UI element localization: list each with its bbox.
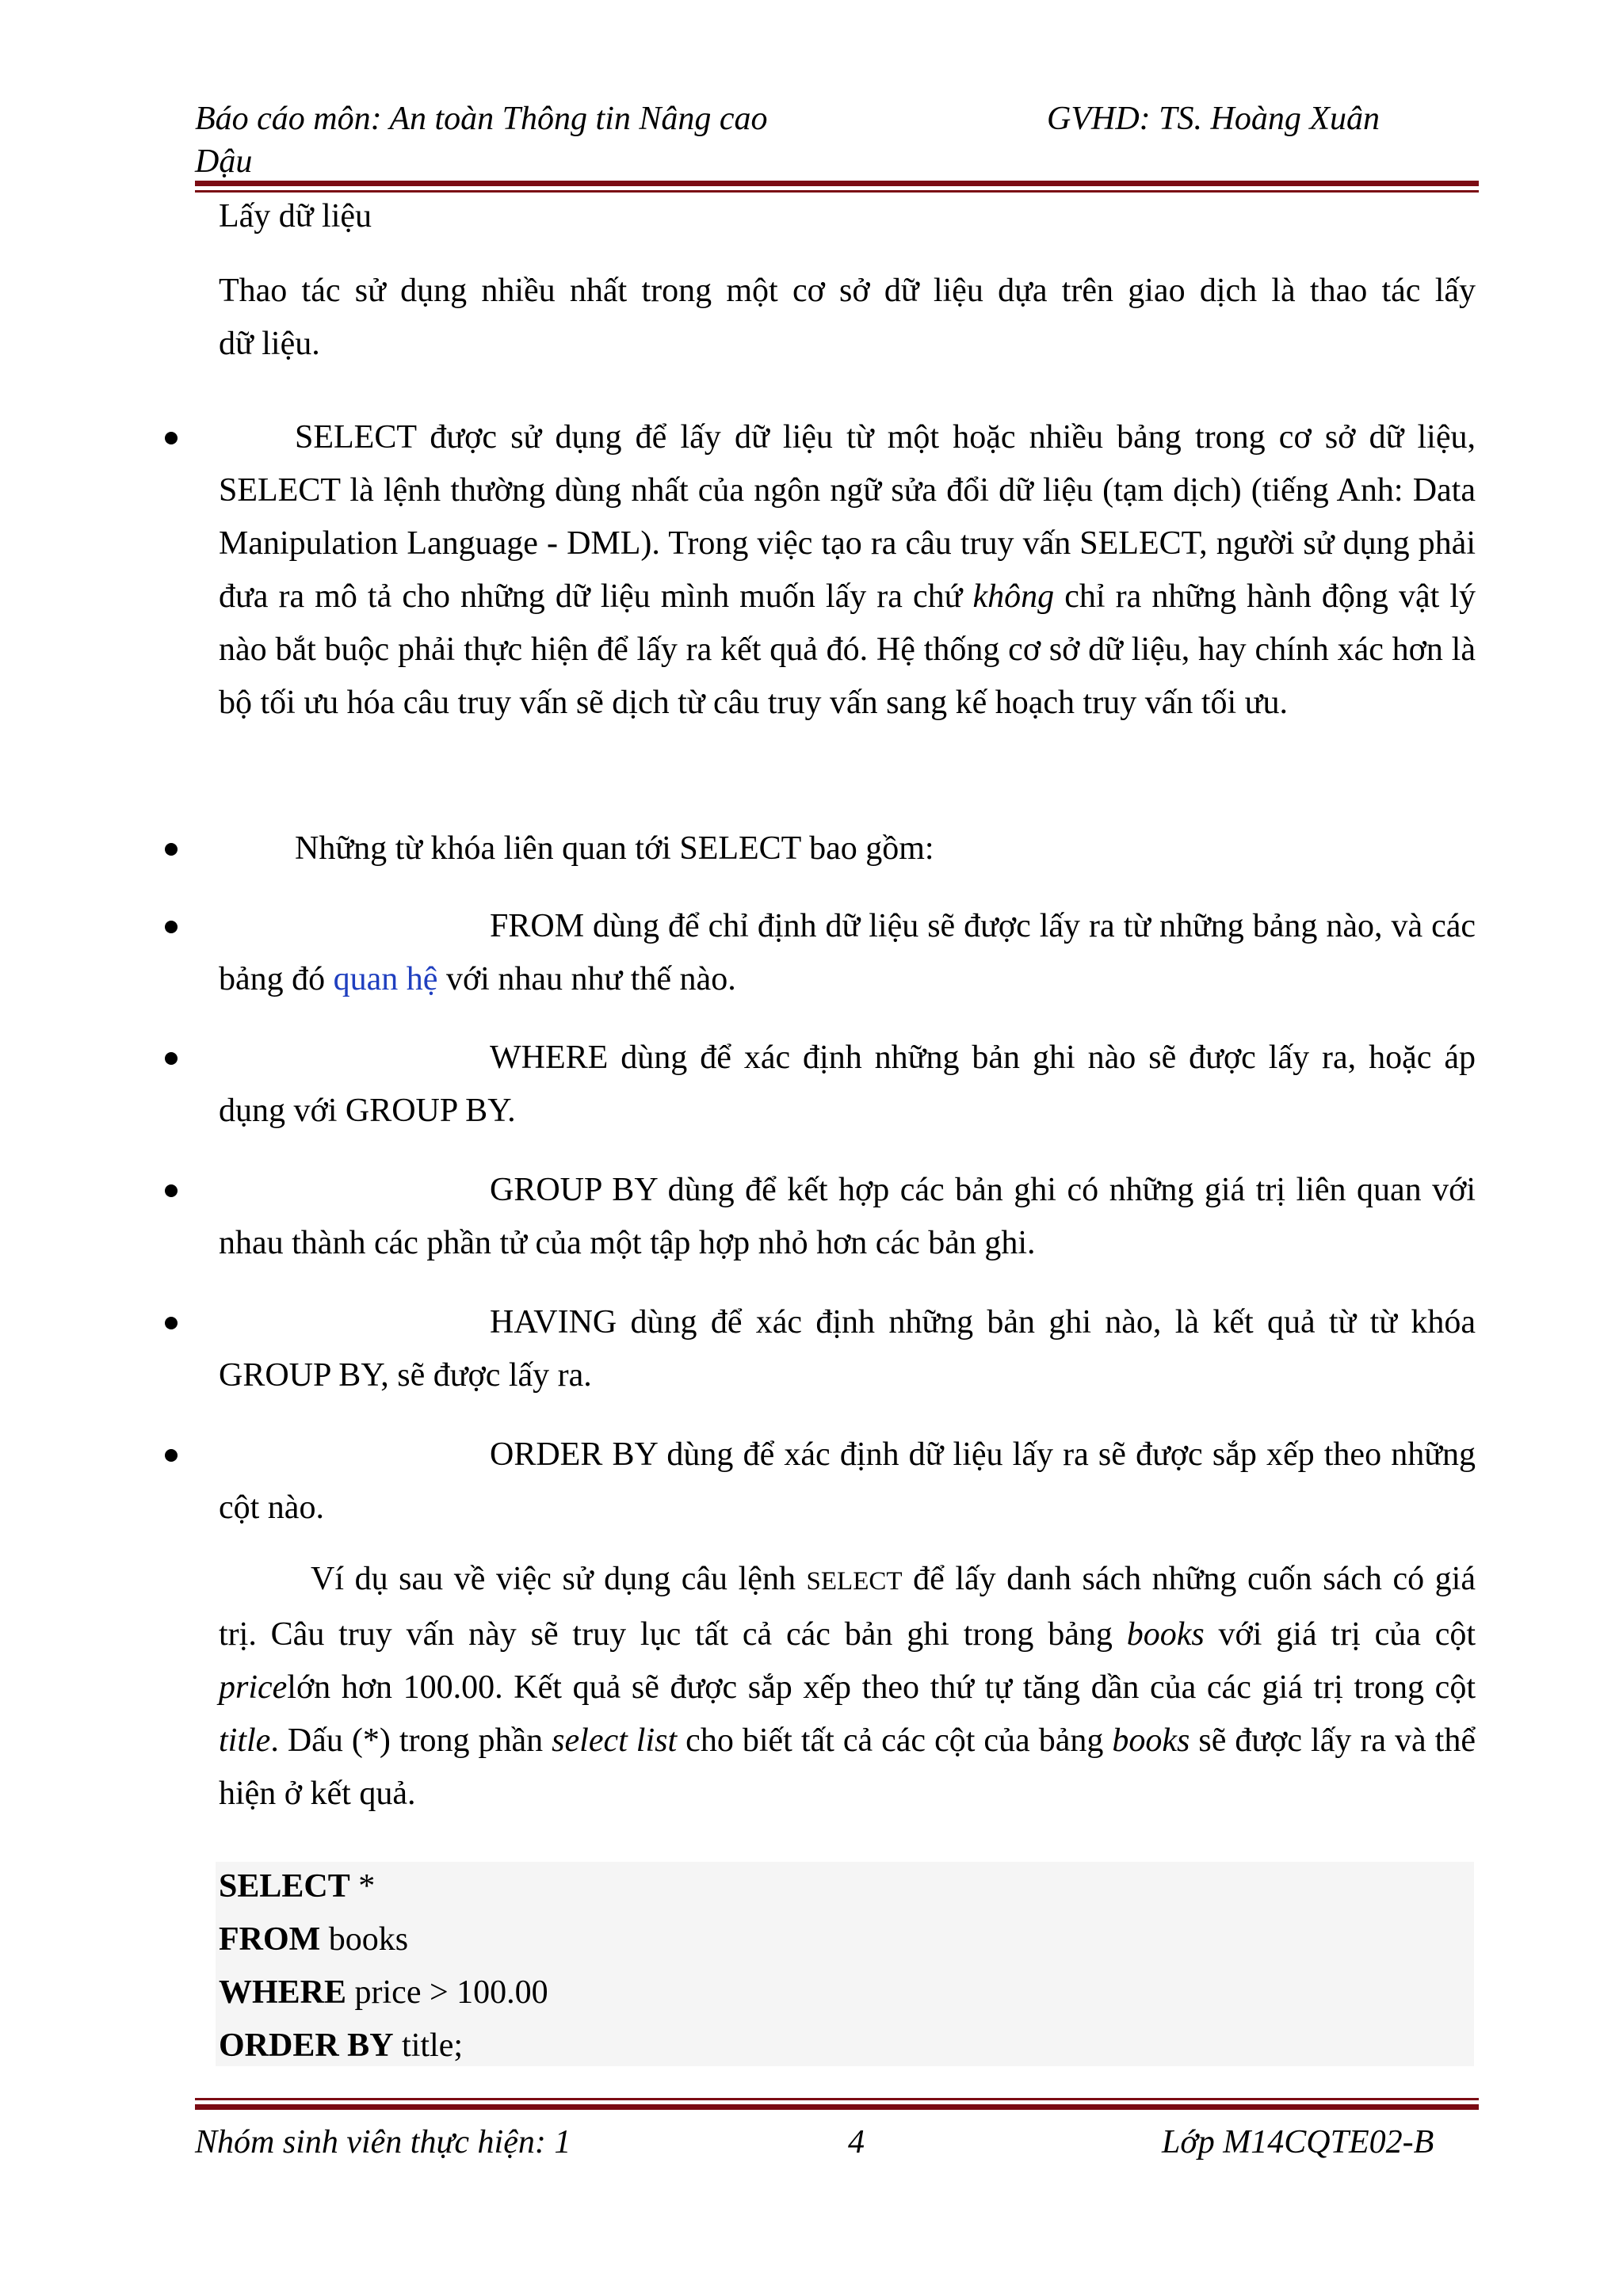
select-paragraph xyxy=(219,411,1476,730)
example-text: để lấy danh sách những cuốn sách có giá trị. Câu truy vấn này sẽ truy lục tất cả các bản ghi trong bảng xyxy=(219,1561,1476,1653)
bullet xyxy=(165,1184,178,1197)
select-paragraph-text-cont: chỉ ra những hành động vật lý nào bắt buộc phải thực hiện để lấy ra kết quả đó. Hệ thống cơ sở dữ liệu, hay chính xác hơn là bộ tối ưu hóa câu truy vấn sẽ dịch từ câu truy vấn sang kế hoạch truy vấn tối ưu. xyxy=(219,578,1476,721)
keyword-item-text: WHERE dùng để xác định những bản ghi nào sẽ được lấy ra, hoặc áp dụng với GROUP BY. xyxy=(219,1039,1476,1129)
footer-rule-thick xyxy=(195,2104,1479,2110)
example-text: với giá trị của cột xyxy=(1204,1616,1476,1653)
code-line xyxy=(219,1966,548,2019)
intro-line-2: dữ liệu. xyxy=(219,326,320,362)
keyword-item-having xyxy=(219,1296,1476,1402)
bullet xyxy=(165,1052,178,1065)
example-paragraph xyxy=(219,1553,1476,1821)
page-number: 4 xyxy=(848,2124,865,2161)
intro-line-1: Thao tác sử dụng nhiều nhất trong một cơ sở dữ liệu dựa trên giao dịch là thao tác lấy xyxy=(219,273,1476,309)
keyword-item-text: FROM dùng để chỉ định dữ liệu sẽ được lấy ra từ những bảng nào, và các bảng đó xyxy=(219,908,1476,997)
bullet xyxy=(165,1449,178,1462)
header-rule-thick xyxy=(195,181,1479,186)
keyword-item-group-by xyxy=(219,1164,1476,1270)
code-line xyxy=(219,1913,408,1966)
code-keyword: WHERE xyxy=(219,1974,347,2011)
example-italic: price xyxy=(219,1669,288,1706)
relation-link[interactable]: quan hệ xyxy=(333,961,438,997)
keyword-item-text: GROUP BY dùng để kết hợp các bản ghi có những giá trị liên quan với nhau thành các phần tử của một tập hợp nhỏ hơn các bản ghi. xyxy=(219,1172,1476,1261)
example-italic: select list xyxy=(552,1722,678,1759)
code-text: books xyxy=(320,1921,409,1958)
example-italic: title xyxy=(219,1722,271,1759)
example-text: cho biết tất cả các cột của bảng xyxy=(677,1722,1113,1759)
bullet xyxy=(165,921,178,933)
code-keyword: SELECT xyxy=(219,1868,350,1905)
footer-group: Nhóm sinh viên thực hiện: 1 xyxy=(195,2124,571,2161)
header-instructor: GVHD: TS. Hoàng Xuân xyxy=(1047,101,1380,137)
code-line xyxy=(219,1860,375,1913)
keyword-item-text: HAVING dùng để xác định những bản ghi nào, là kết quả từ từ khóa GROUP BY, sẽ được lấy ra. xyxy=(219,1304,1476,1394)
code-text: title; xyxy=(393,2027,464,2064)
footer-rule-thin xyxy=(195,2098,1479,2100)
keyword-item-order-by xyxy=(219,1428,1476,1535)
section-title: Lấy dữ liệu xyxy=(219,198,372,235)
keyword-item-text: ORDER BY dùng để xác định dữ liệu lấy ra sẽ được sắp xếp theo những cột nào. xyxy=(219,1436,1476,1526)
example-keyword: SELECT xyxy=(806,1567,903,1596)
bullet xyxy=(165,432,178,444)
example-text: sẽ được lấy ra và thể hiện ở kết quả. xyxy=(219,1722,1476,1812)
keywords-intro-text: Những từ khóa liên quan tới SELECT bao gồm: xyxy=(295,830,934,867)
example-text: Ví dụ sau về việc sử dụng câu lệnh xyxy=(311,1561,807,1597)
example-text: lớn hơn 100.00. Kết quả sẽ được sắp xếp theo thứ tự tăng dần của các giá trị trong cột xyxy=(287,1669,1476,1706)
header-course: Báo cáo môn: An toàn Thông tin Nâng cao xyxy=(195,101,768,137)
code-line xyxy=(219,2019,463,2073)
code-text: * xyxy=(349,1868,376,1905)
example-text: . Dấu (*) trong phần xyxy=(270,1722,552,1759)
select-paragraph-text: SELECT được sử dụng để lấy dữ liệu từ một hoặc nhiều bảng trong cơ sở dữ liệu, SELECT là lệnh thường dùng nhất của ngôn ngữ sửa đổi dữ liệu (tạm dịch) (tiếng Anh: Data Manipulation Language - DML). Trong việc tạo ra câu truy vấn SELECT, người sử dụng phải đưa ra mô tả cho những dữ liệu mình muốn lấy ra chứ xyxy=(219,419,1476,615)
example-italic: books xyxy=(1112,1722,1190,1759)
bullet xyxy=(165,1317,178,1329)
code-keyword: ORDER BY xyxy=(219,2027,394,2064)
example-italic: books xyxy=(1126,1616,1205,1653)
select-paragraph-emphasis: không xyxy=(972,578,1055,615)
keyword-item-text-cont: với nhau như thế nào. xyxy=(437,961,736,997)
bullet xyxy=(165,843,178,856)
header-instructor-continuation: Dậu xyxy=(195,143,253,180)
keyword-item-where xyxy=(219,1032,1476,1138)
keywords-intro xyxy=(219,822,1476,875)
code-text: price > 100.00 xyxy=(346,1974,548,2011)
code-keyword: FROM xyxy=(219,1921,321,1958)
keyword-item-from xyxy=(219,900,1476,1006)
footer-class: Lớp M14CQTE02-B xyxy=(1162,2124,1434,2161)
